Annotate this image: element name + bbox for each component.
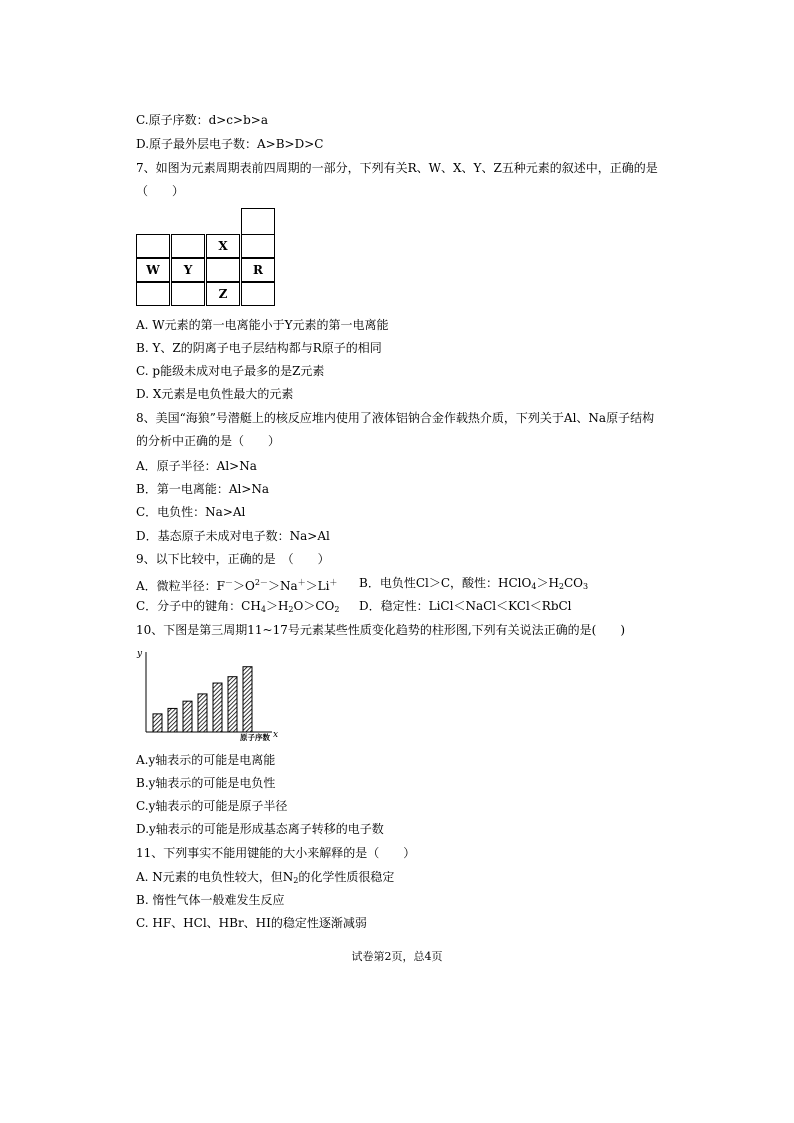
q8-stem-line1: 8、美国“海狼”号潜艇上的核反应堆内使用了液体铝钠合金作载热介质，下列关于Al、Na原子结构 — [136, 411, 655, 425]
pt-cell-top — [241, 208, 275, 235]
q9-option-d: D．稳定性：LiCl＜NaCl＜KCl＜RbCl — [359, 599, 572, 613]
q8-option-c: C．电负性：Na>Al — [136, 505, 246, 519]
periodic-table-fragment — [136, 208, 276, 308]
element-w-label: W — [146, 263, 160, 277]
q9-option-b: B．电负性Cl＞C，酸性：$HClO_4>H_2CO_3$ — [359, 576, 589, 591]
q6-option-d: D.原子最外层电子数：A>B>D>C — [136, 137, 324, 151]
pt-cell — [241, 282, 275, 306]
q11-option-a: A. N元素的电负性较大，但$N_2$的化学性质很稳定 — [136, 870, 395, 885]
element-x-label: X — [218, 239, 228, 253]
chart-bar-13 — [183, 701, 192, 732]
q8-stem-line2: 的分析中正确的是（ ） — [136, 434, 281, 448]
pt-cell — [171, 234, 205, 258]
pt-cell — [136, 282, 170, 306]
q7-option-a: A. W元素的第一电离能小于Y元素的第一电离能 — [136, 318, 389, 332]
page-footer: 试卷第2页，总4页 — [351, 950, 443, 963]
q10-option-a: A.y轴表示的可能是电离能 — [136, 753, 276, 767]
q6-option-c: C.原子序数：d>c>b>a — [136, 113, 268, 127]
q11-option-c: C. HF、HCl、HBr、HI的稳定性逐渐减弱 — [136, 916, 367, 930]
y-axis-label: y — [137, 649, 143, 659]
q7-stem-line1: 7、如图为元素周期表前四周期的一部分，下列有关R、W、X、Y、Z五种元素的叙述中，正确的是 — [136, 161, 658, 175]
pt-cell-r — [241, 258, 275, 282]
q8-option-a: A．原子半径：Al>Na — [136, 459, 257, 473]
q7-stem-line2: （ ） — [136, 184, 185, 198]
q7-option-d: D. X元素是电负性最大的元素 — [136, 387, 294, 401]
q10-option-c: C.y轴表示的可能是原子半径 — [136, 799, 288, 813]
element-y-label: Y — [183, 263, 193, 277]
element-z-label: Z — [218, 287, 228, 301]
q9-option-a: A．微粒半径：$F^->O^{2-}>Na^+>Li^+$ — [136, 578, 338, 593]
chart-bar-16 — [228, 677, 237, 732]
q10-option-b: B.y轴表示的可能是电负性 — [136, 776, 276, 790]
pt-cell-w — [136, 258, 170, 282]
q7-option-c: C. p能级未成对电子最多的是Z元素 — [136, 364, 325, 378]
q9-option-c: C．分子中的键角：$CH_4>H_2O>CO_2$ — [136, 599, 340, 614]
chart-bar-11 — [153, 714, 162, 732]
q11-option-b: B. 惰性气体一般难发生反应 — [136, 893, 285, 907]
element-r-label: R — [253, 263, 263, 277]
pt-cell-y — [171, 258, 205, 282]
q10-stem: 10、下图是第三周期11~17号元素某些性质变化趋势的柱形图,下列有关说法正确的是( ) — [136, 623, 626, 637]
pt-cell — [136, 234, 170, 258]
chart-bar-12 — [168, 708, 177, 732]
q7-option-b: B. Y、Z的阴离子电子层结构都与R原子的相同 — [136, 341, 382, 355]
x-axis-label: 原子序数 — [240, 733, 270, 741]
pt-cell — [206, 258, 240, 282]
pt-cell — [241, 234, 275, 258]
chart-bar-17 — [243, 667, 252, 732]
q9-stem: 9、以下比较中，正确的是 （ ） — [136, 552, 330, 566]
bar-chart — [136, 646, 286, 741]
chart-bar-14 — [198, 694, 207, 732]
pt-cell — [171, 282, 205, 306]
chart-bar-15 — [213, 683, 222, 732]
q8-option-d: D．基态原子未成对电子数：Na>Al — [136, 529, 330, 543]
x-axis-letter: x — [273, 730, 279, 740]
q8-option-b: B．第一电离能：Al>Na — [136, 482, 270, 496]
pt-cell-x — [206, 234, 240, 258]
q10-option-d: D.y轴表示的可能是形成基态离子转移的电子数 — [136, 822, 384, 836]
q11-stem: 11、下列事实不能用键能的大小来解释的是（ ） — [136, 846, 416, 860]
pt-cell-z — [206, 282, 240, 306]
